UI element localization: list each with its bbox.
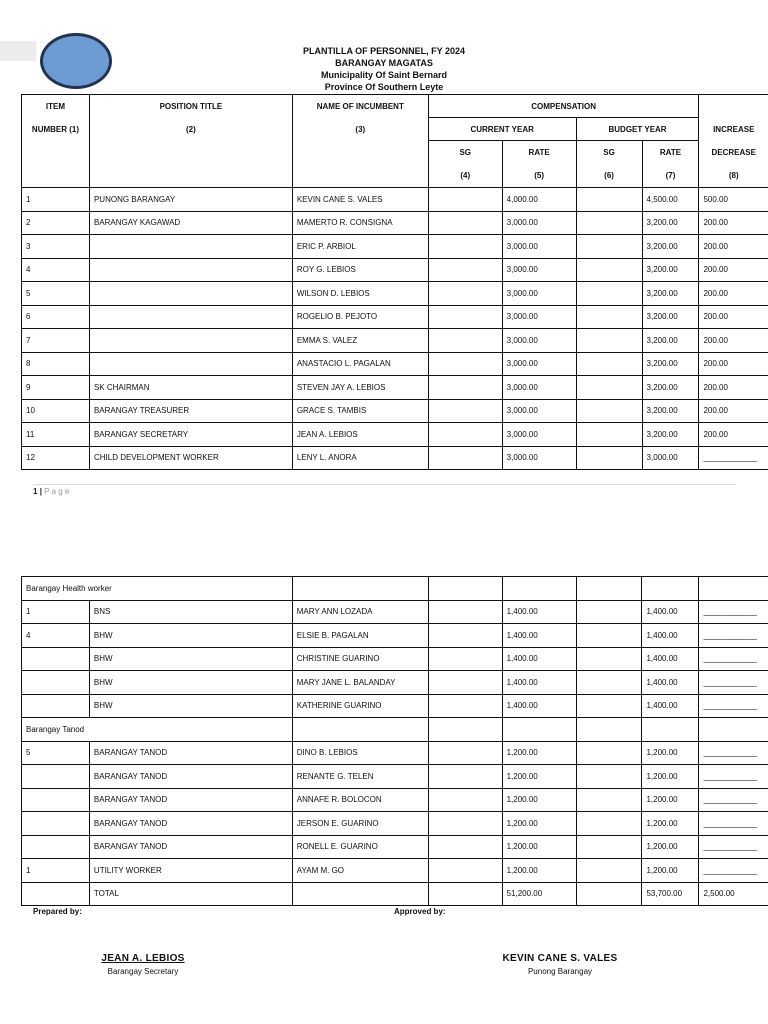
table-row	[22, 305, 768, 329]
total-rate-current: 51,200.00	[502, 882, 576, 906]
empty-cell	[292, 718, 428, 742]
rate-current-cell: 1,200.00	[502, 812, 576, 836]
empty-cell	[576, 577, 642, 601]
position-title-cell: SK CHAIRMAN	[89, 376, 292, 400]
increase-decrease-cell: ____________	[699, 859, 768, 883]
table-row	[22, 423, 768, 447]
table-row	[22, 647, 768, 671]
empty-cell	[428, 882, 502, 906]
item-number-cell: 4	[22, 624, 90, 648]
col-num-5: (5)	[502, 164, 576, 188]
section-row-tanod	[22, 718, 768, 742]
rate-budget-cell: 1,400.00	[642, 694, 699, 718]
incumbent-name-cell: ANNAFE R. BOLOCON	[292, 788, 428, 812]
document-title: PLANTILLA OF PERSONNEL, FY 2024	[302, 46, 466, 56]
position-title-cell: BARANGAY TANOD	[89, 741, 292, 765]
rate-budget-cell: 3,200.00	[642, 423, 699, 447]
rate-budget-cell: 1,400.00	[642, 671, 699, 695]
empty-cell	[428, 718, 502, 742]
barangay-name: BARANGAY MAGATAS	[335, 58, 433, 68]
col-incumbent-num: (3)	[292, 118, 428, 141]
position-title-cell: BARANGAY TREASURER	[89, 399, 292, 423]
rate-current-cell: 3,000.00	[502, 305, 576, 329]
increase-decrease-cell: ____________	[699, 600, 768, 624]
item-number-cell	[22, 812, 90, 836]
sg-current-cell	[428, 235, 502, 259]
page-label: P a g e	[44, 487, 70, 496]
item-number-cell: 9	[22, 376, 90, 400]
col-num-8: (8)	[699, 164, 768, 188]
table-row	[22, 600, 768, 624]
empty-cell	[699, 718, 768, 742]
increase-decrease-cell: 200.00	[699, 376, 768, 400]
sg-current-cell	[428, 600, 502, 624]
increase-decrease-cell: ____________	[699, 694, 768, 718]
col-item: ITEM	[22, 95, 90, 118]
municipality-name: Municipality Of Saint Bernard	[320, 70, 448, 80]
table-row	[22, 835, 768, 859]
sg-current-cell	[428, 741, 502, 765]
col-sg-budget: SG	[576, 141, 642, 164]
sg-budget-cell	[576, 812, 642, 836]
sg-budget-cell	[576, 694, 642, 718]
position-title-cell: CHILD DEVELOPMENT WORKER	[89, 446, 292, 470]
section-label: Barangay Tanod	[22, 718, 293, 742]
position-title-cell	[89, 282, 292, 306]
rate-budget-cell: 1,200.00	[642, 741, 699, 765]
sg-budget-cell	[576, 399, 642, 423]
header-row-3	[22, 141, 768, 164]
incumbent-name-cell: DINO B. LEBIOS	[292, 741, 428, 765]
item-number-cell	[22, 788, 90, 812]
increase-decrease-cell: ____________	[699, 835, 768, 859]
sg-current-cell	[428, 352, 502, 376]
sg-current-cell	[428, 399, 502, 423]
increase-decrease-cell: ____________	[699, 446, 768, 470]
increase-decrease-cell: 200.00	[699, 423, 768, 447]
rate-current-cell: 1,200.00	[502, 859, 576, 883]
incumbent-name-cell: STEVEN JAY A. LEBIOS	[292, 376, 428, 400]
item-number-cell	[22, 671, 90, 695]
sg-budget-cell	[576, 423, 642, 447]
col-num-6: (6)	[576, 164, 642, 188]
approver-name: KEVIN CANE S. VALES	[502, 953, 618, 964]
sg-budget-cell	[576, 282, 642, 306]
rate-current-cell: 1,200.00	[502, 741, 576, 765]
table-row	[22, 446, 768, 470]
rate-budget-cell: 1,200.00	[642, 859, 699, 883]
sg-budget-cell	[576, 671, 642, 695]
preparer-title: Barangay Secretary	[107, 967, 179, 976]
sg-current-cell	[428, 188, 502, 212]
rate-current-cell: 3,000.00	[502, 329, 576, 353]
col-rate-current: RATE	[502, 141, 576, 164]
incumbent-name-cell: KEVIN CANE S. VALES	[292, 188, 428, 212]
increase-decrease-cell: ____________	[699, 812, 768, 836]
sg-budget-cell	[576, 788, 642, 812]
position-title-cell	[89, 235, 292, 259]
col-num-4: (4)	[428, 164, 502, 188]
total-rate-budget: 53,700.00	[642, 882, 699, 906]
position-title-cell: BARANGAY TANOD	[89, 765, 292, 789]
rate-budget-cell: 1,200.00	[642, 788, 699, 812]
position-title-cell: UTILITY WORKER	[89, 859, 292, 883]
section-label: Barangay Health worker	[22, 577, 293, 601]
rate-current-cell: 1,400.00	[502, 624, 576, 648]
rate-budget-cell: 1,200.00	[642, 812, 699, 836]
incumbent-name-cell: ROY G. LEBIOS	[292, 258, 428, 282]
rate-current-cell: 3,000.00	[502, 376, 576, 400]
rate-budget-cell: 3,200.00	[642, 329, 699, 353]
position-title-cell	[89, 352, 292, 376]
plantilla-table	[21, 94, 768, 470]
prepared-by-label: Prepared by:	[33, 907, 82, 916]
sg-current-cell	[428, 624, 502, 648]
empty-cell	[642, 718, 699, 742]
item-number-cell: 6	[22, 305, 90, 329]
total-increase-decrease: 2,500.00	[699, 882, 768, 906]
rate-current-cell: 3,000.00	[502, 352, 576, 376]
sg-current-cell	[428, 788, 502, 812]
sg-current-cell	[428, 211, 502, 235]
increase-decrease-cell: ____________	[699, 647, 768, 671]
position-title-cell: BARANGAY TANOD	[89, 812, 292, 836]
position-title-cell: BNS	[89, 600, 292, 624]
increase-decrease-cell: 200.00	[699, 399, 768, 423]
rate-budget-cell: 3,200.00	[642, 399, 699, 423]
rate-current-cell: 1,400.00	[502, 600, 576, 624]
incumbent-name-cell: RONELL E. GUARINO	[292, 835, 428, 859]
rate-current-cell: 3,000.00	[502, 235, 576, 259]
position-title-cell	[89, 258, 292, 282]
item-number-cell: 5	[22, 741, 90, 765]
empty-cell	[292, 882, 428, 906]
increase-decrease-cell: 200.00	[699, 235, 768, 259]
incumbent-name-cell: AYAM M. GO	[292, 859, 428, 883]
sg-current-cell	[428, 376, 502, 400]
table-row	[22, 694, 768, 718]
section-row-bhw	[22, 577, 768, 601]
item-number-cell: 8	[22, 352, 90, 376]
col-rate-budget: RATE	[642, 141, 699, 164]
sg-current-cell	[428, 305, 502, 329]
sg-budget-cell	[576, 188, 642, 212]
item-number-cell	[22, 694, 90, 718]
col-position-title: POSITION TITLE	[89, 95, 292, 118]
incumbent-name-cell: MAMERTO R. CONSIGNA	[292, 211, 428, 235]
increase-decrease-cell: 200.00	[699, 258, 768, 282]
approved-by-label: Approved by:	[394, 907, 446, 916]
position-title-cell: BHW	[89, 671, 292, 695]
rate-budget-cell: 1,400.00	[642, 600, 699, 624]
increase-decrease-cell: ____________	[699, 741, 768, 765]
total-row	[22, 882, 768, 906]
incumbent-name-cell: EMMA S. VALEZ	[292, 329, 428, 353]
item-number-cell: 2	[22, 211, 90, 235]
sg-current-cell	[428, 671, 502, 695]
empty-cell	[576, 718, 642, 742]
position-title-cell: BHW	[89, 624, 292, 648]
rate-current-cell: 1,200.00	[502, 835, 576, 859]
incumbent-name-cell: MARY JANE L. BALANDAY	[292, 671, 428, 695]
incumbent-name-cell: ROGELIO B. PEJOTO	[292, 305, 428, 329]
sg-budget-cell	[576, 258, 642, 282]
incumbent-name-cell: LENY L. ANORA	[292, 446, 428, 470]
sg-current-cell	[428, 423, 502, 447]
preparer-name: JEAN A. LEBIOS	[101, 953, 185, 964]
rate-budget-cell: 3,200.00	[642, 258, 699, 282]
position-title-cell: PUNONG BARANGAY	[89, 188, 292, 212]
sg-current-cell	[428, 859, 502, 883]
header-row-2	[22, 118, 768, 141]
col-num-7: (7)	[642, 164, 699, 188]
sg-current-cell	[428, 765, 502, 789]
empty-cell	[292, 577, 428, 601]
sg-budget-cell	[576, 835, 642, 859]
item-number-cell: 3	[22, 235, 90, 259]
rate-budget-cell: 3,200.00	[642, 352, 699, 376]
col-decrease: DECREASE	[699, 141, 768, 164]
rate-budget-cell: 3,200.00	[642, 235, 699, 259]
rate-budget-cell: 3,200.00	[642, 305, 699, 329]
item-number-cell: 10	[22, 399, 90, 423]
incumbent-name-cell: JERSON E. GUARINO	[292, 812, 428, 836]
rate-current-cell: 1,200.00	[502, 788, 576, 812]
incumbent-name-cell: GRACE S. TAMBIS	[292, 399, 428, 423]
position-title-cell: BHW	[89, 647, 292, 671]
item-number-cell	[22, 647, 90, 671]
col-sg-current: SG	[428, 141, 502, 164]
rate-budget-cell: 1,400.00	[642, 624, 699, 648]
table-row	[22, 329, 768, 353]
sg-budget-cell	[576, 741, 642, 765]
sg-current-cell	[428, 329, 502, 353]
sg-budget-cell	[576, 859, 642, 883]
table-row	[22, 282, 768, 306]
incumbent-name-cell: ELSIE B. PAGALAN	[292, 624, 428, 648]
empty-cell	[576, 882, 642, 906]
table-row	[22, 258, 768, 282]
increase-decrease-cell: ____________	[699, 671, 768, 695]
sg-current-cell	[428, 812, 502, 836]
table-row	[22, 765, 768, 789]
incumbent-name-cell: MARY ANN LOZADA	[292, 600, 428, 624]
incumbent-name-cell: RENANTE G. TELEN	[292, 765, 428, 789]
item-number-cell: 1	[22, 188, 90, 212]
position-title-cell: BARANGAY TANOD	[89, 788, 292, 812]
increase-decrease-cell: 200.00	[699, 329, 768, 353]
incumbent-name-cell: KATHERINE GUARINO	[292, 694, 428, 718]
rate-current-cell: 3,000.00	[502, 423, 576, 447]
sg-budget-cell	[576, 329, 642, 353]
table-row	[22, 399, 768, 423]
sg-budget-cell	[576, 765, 642, 789]
plantilla-table-continued	[21, 576, 768, 906]
item-number-cell: 12	[22, 446, 90, 470]
plantilla-body-continued	[22, 577, 768, 906]
table-row	[22, 188, 768, 212]
item-number-cell	[22, 765, 90, 789]
rate-current-cell: 4,000.00	[502, 188, 576, 212]
col-item-number: NUMBER (1)	[22, 118, 90, 141]
empty-cell	[428, 577, 502, 601]
table-row	[22, 352, 768, 376]
empty-cell	[699, 577, 768, 601]
header-row-4	[22, 164, 768, 188]
col-increase: INCREASE	[699, 118, 768, 141]
page-number: 1	[33, 487, 38, 496]
item-number-cell: 1	[22, 859, 90, 883]
document-header	[0, 45, 768, 93]
rate-budget-cell: 3,000.00	[642, 446, 699, 470]
table-row	[22, 741, 768, 765]
table-row	[22, 859, 768, 883]
empty-cell	[502, 577, 576, 601]
sg-budget-cell	[576, 446, 642, 470]
increase-decrease-cell: ____________	[699, 765, 768, 789]
col-position-num: (2)	[89, 118, 292, 141]
rate-budget-cell: 1,200.00	[642, 835, 699, 859]
increase-decrease-cell: 200.00	[699, 211, 768, 235]
table-row	[22, 376, 768, 400]
rate-current-cell: 3,000.00	[502, 446, 576, 470]
rate-current-cell: 1,400.00	[502, 647, 576, 671]
footer-divider	[33, 484, 736, 485]
table-row	[22, 235, 768, 259]
increase-decrease-cell: ____________	[699, 624, 768, 648]
item-number-cell: 1	[22, 600, 90, 624]
col-compensation: COMPENSATION	[428, 95, 699, 118]
sg-current-cell	[428, 835, 502, 859]
position-title-cell	[89, 329, 292, 353]
position-title-cell: BARANGAY TANOD	[89, 835, 292, 859]
empty-cell	[642, 577, 699, 601]
page-footer: 1 | P a g e	[33, 487, 70, 496]
col-budget-year: BUDGET YEAR	[576, 118, 699, 141]
incumbent-name-cell: CHRISTINE GUARINO	[292, 647, 428, 671]
item-number-cell: 11	[22, 423, 90, 447]
incumbent-name-cell: JEAN A. LEBIOS	[292, 423, 428, 447]
rate-budget-cell: 1,400.00	[642, 647, 699, 671]
province-name: Province Of Southern Leyte	[324, 82, 444, 92]
rate-current-cell: 3,000.00	[502, 399, 576, 423]
header-row-1	[22, 95, 768, 118]
increase-decrease-cell: 500.00	[699, 188, 768, 212]
sg-budget-cell	[576, 376, 642, 400]
position-title-cell: BARANGAY SECRETARY	[89, 423, 292, 447]
position-title-cell	[89, 305, 292, 329]
sg-current-cell	[428, 647, 502, 671]
item-number-cell: 7	[22, 329, 90, 353]
table-row	[22, 812, 768, 836]
rate-current-cell: 1,400.00	[502, 694, 576, 718]
incumbent-name-cell: ERIC P. ARBIOL	[292, 235, 428, 259]
rate-budget-cell: 3,200.00	[642, 282, 699, 306]
sg-current-cell	[428, 282, 502, 306]
rate-current-cell: 3,000.00	[502, 211, 576, 235]
col-incumbent: NAME OF INCUMBENT	[292, 95, 428, 118]
table-row	[22, 211, 768, 235]
incumbent-name-cell: ANASTACIO L. PAGALAN	[292, 352, 428, 376]
table-row	[22, 624, 768, 648]
position-title-cell: BHW	[89, 694, 292, 718]
total-label: TOTAL	[89, 882, 292, 906]
position-title-cell: BARANGAY KAGAWAD	[89, 211, 292, 235]
sg-current-cell	[428, 258, 502, 282]
incumbent-name-cell: WILSON D. LEBIOS	[292, 282, 428, 306]
sg-budget-cell	[576, 211, 642, 235]
sg-current-cell	[428, 694, 502, 718]
col-current-year: CURRENT YEAR	[428, 118, 576, 141]
col-increase-blank	[699, 95, 768, 118]
rate-current-cell: 1,400.00	[502, 671, 576, 695]
rate-current-cell: 1,200.00	[502, 765, 576, 789]
item-number-cell: 4	[22, 258, 90, 282]
sg-budget-cell	[576, 600, 642, 624]
item-number-cell: 5	[22, 282, 90, 306]
increase-decrease-cell: 200.00	[699, 352, 768, 376]
rate-budget-cell: 4,500.00	[642, 188, 699, 212]
empty-cell	[502, 718, 576, 742]
rate-budget-cell: 1,200.00	[642, 765, 699, 789]
rate-current-cell: 3,000.00	[502, 282, 576, 306]
sg-budget-cell	[576, 235, 642, 259]
table-row	[22, 671, 768, 695]
plantilla-body	[22, 188, 768, 470]
increase-decrease-cell: ____________	[699, 788, 768, 812]
sg-budget-cell	[576, 647, 642, 671]
sg-budget-cell	[576, 352, 642, 376]
rate-budget-cell: 3,200.00	[642, 376, 699, 400]
table-row	[22, 788, 768, 812]
sg-current-cell	[428, 446, 502, 470]
approver-title: Punong Barangay	[527, 967, 593, 976]
rate-current-cell: 3,000.00	[502, 258, 576, 282]
empty-cell	[22, 882, 90, 906]
increase-decrease-cell: 200.00	[699, 282, 768, 306]
rate-budget-cell: 3,200.00	[642, 211, 699, 235]
increase-decrease-cell: 200.00	[699, 305, 768, 329]
sg-budget-cell	[576, 305, 642, 329]
sg-budget-cell	[576, 624, 642, 648]
item-number-cell	[22, 835, 90, 859]
